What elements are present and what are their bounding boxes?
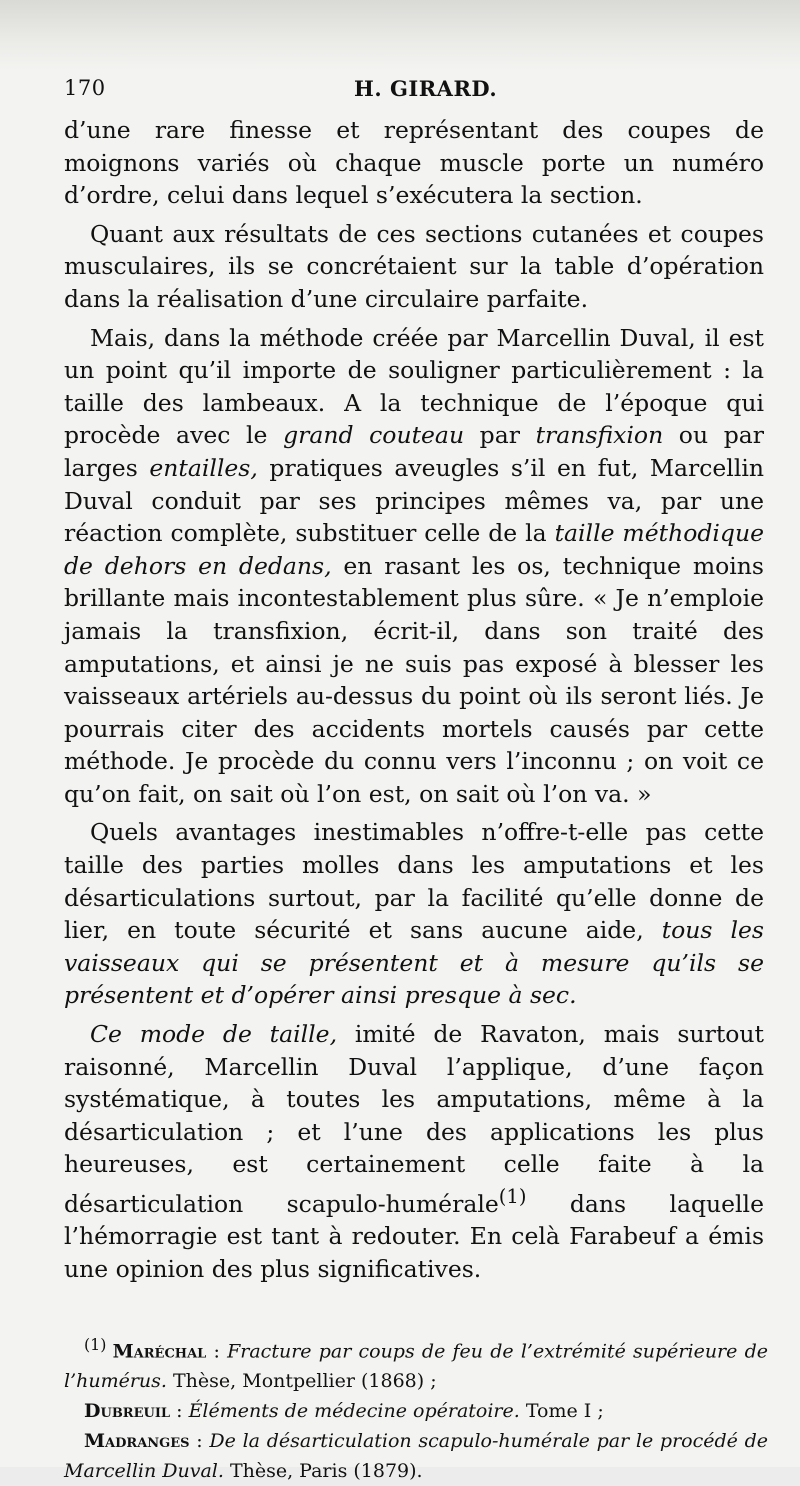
footnote	[64, 1396, 768, 1426]
footnotes	[64, 1330, 768, 1486]
author-name: Dubreuil	[84, 1399, 171, 1422]
page-number: 170	[64, 76, 106, 100]
text-run: :	[189, 1429, 210, 1452]
running-head: H. GIRARD.	[354, 76, 498, 101]
italic-run: tous les vaisseaux qui se présentent et à mesure qu’ils se présentent et d’opérer ainsi presque à sec.	[64, 916, 764, 1010]
author-name: Maréchal	[112, 1339, 207, 1362]
footnote	[64, 1330, 768, 1396]
text-run: Tome I ;	[519, 1399, 604, 1422]
text-run: par	[464, 421, 536, 450]
text-run: :	[170, 1399, 189, 1422]
text-run: :	[206, 1339, 228, 1362]
text-run: pratiques aveugles s’il en fut, Marcellin Duval conduit par ses principes mêmes va, par une réaction complète, substituer celle de la	[64, 453, 764, 548]
body-text	[64, 114, 764, 1286]
footnote	[64, 1426, 768, 1486]
italic-run: entailles,	[149, 453, 258, 482]
text-run: ou par larges	[64, 421, 764, 482]
text-run: d’une rare finesse et représentant des coupes de moignons variés où chaque muscle porte un numéro d’ordre, celui dans lequel s’exécutera la section.	[64, 116, 764, 210]
footnote-marker: (1)	[84, 1334, 113, 1354]
text-run: Thèse, Paris (1879).	[223, 1459, 423, 1482]
italic-run: Fracture par coups de feu de l’extrémité supérieure de l’humérus.	[64, 1339, 768, 1392]
paragraph	[64, 218, 764, 316]
italic-run: Éléments de médecine opératoire.	[188, 1399, 520, 1422]
author-name: Madranges	[84, 1429, 190, 1452]
italic-run: taille méthodique de dehors en dedans,	[64, 519, 764, 580]
paragraph	[64, 1018, 764, 1286]
text-run: Mais, dans la méthode créée par Marcellin Duval, il est un point qu’il importe de souligner particulièrement : la taille des lambeaux. A la technique de l’époque qui procède avec le	[64, 323, 764, 450]
text-run: en rasant les os, technique moins brillante mais incontestablement plus sûre. « Je n’emploie jamais la transfixion, écrit-il, dans son traité des amputations, et ainsi je ne suis pas exposé à blesser les vaisseaux artériels au-dessus du point où ils seront liés. Je pourrais citer des accidents mortels causés par cette méthode. Je procède du connu vers l’inconnu ; on voit ce qu’on fait, on sait où l’on est, on sait où l’on va. »	[64, 551, 764, 808]
italic-run: Ce mode de taille,	[90, 1020, 338, 1049]
paragraph	[64, 322, 764, 811]
paragraph	[64, 114, 764, 212]
italic-run: transfixion	[535, 421, 664, 450]
text-run: imité de Ravaton, mais surtout raisonné, Marcellin Duval l’applique, d’une façon systématique, à toutes les amputations, même à la désarticulation ; et l’une des applications les plus heureuses, est certainement celle faite à la désarticulation scapulo-humérale	[64, 1020, 764, 1218]
scan-shading	[0, 0, 800, 70]
text-run: Quant aux résultats de ces sections cutanées et coupes musculaires, ils se concrétaient sur la table d’opération dans la réalisation d’une circulaire parfaite.	[64, 219, 764, 313]
text-run: dans laquelle l’hémorragie est tant à redouter. En celà Farabeuf a émis une opinion des plus significatives.	[64, 1189, 764, 1284]
footnote-ref: (1)	[498, 1185, 527, 1208]
page-header	[64, 68, 764, 114]
text-run: Thèse, Montpellier (1868) ;	[166, 1369, 437, 1392]
paragraph	[64, 816, 764, 1012]
italic-run: De la désarticulation scapulo-humérale par le procédé de Marcellin Duval.	[64, 1429, 769, 1482]
text-run: Quels avantages inestimables n’offre-t-elle pas cette taille des parties molles dans les amputations et les désarticulations surtout, par la facilité qu’elle donne de lier, en toute sécurité et sans aucune aide,	[64, 818, 764, 945]
italic-run: grand couteau	[283, 421, 465, 450]
